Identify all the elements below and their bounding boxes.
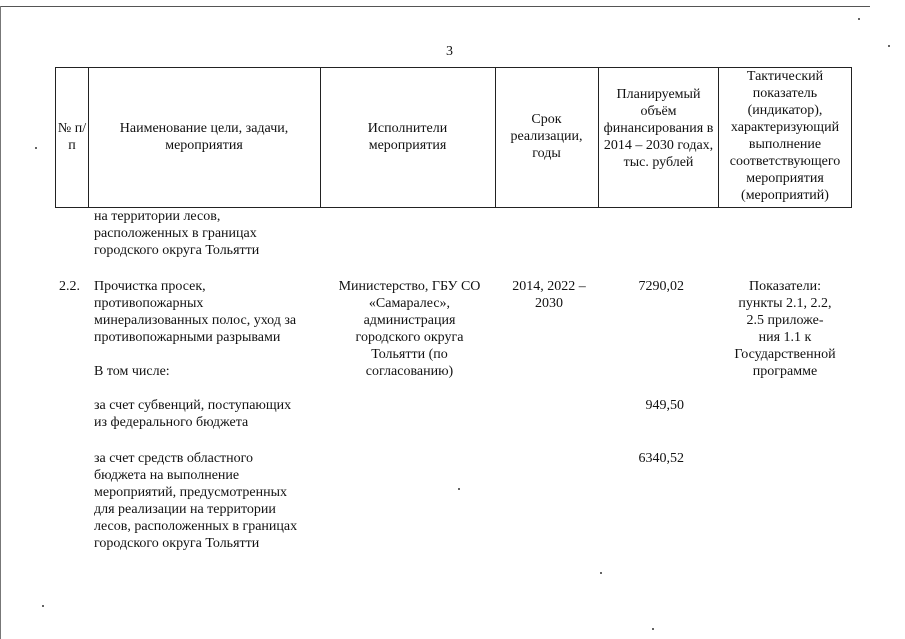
header-divider-3 <box>495 67 496 208</box>
continuation-line: городского округа Тольятти <box>94 243 260 258</box>
row-indicator-line: программе <box>752 364 818 379</box>
row-number: 2.2. <box>59 279 80 294</box>
row-name-line: противопожарных <box>94 296 204 311</box>
page-number: 3 <box>446 44 453 59</box>
header-divider-1 <box>88 67 89 208</box>
header-financing: Планируемый объём финансирования в 2014 – 2030 годах, тыс. рублей <box>603 87 714 170</box>
page-edge-top <box>0 6 870 7</box>
scan-speck <box>458 488 460 490</box>
sub2-amount: 6340,52 <box>638 451 684 466</box>
row-term-line: 2030 <box>535 296 563 311</box>
header-divider-4 <box>598 67 599 208</box>
scan-speck <box>858 18 860 20</box>
row-executor-line: Министерство, ГБУ СО <box>338 279 481 294</box>
row-indicator-line: 2.5 приложе- <box>746 313 824 328</box>
row-name-line: минерализованных полос, уход за <box>94 313 297 328</box>
continuation-line: на территории лесов, <box>94 209 221 224</box>
row-executor-line: городского округа <box>355 330 464 345</box>
sub2-line: бюджета на выполнение <box>94 468 240 483</box>
header-border-right <box>851 67 852 208</box>
header-term: Срок реализации, годы <box>510 112 583 161</box>
row-indicator-line: Показатели: <box>749 279 821 294</box>
scan-speck <box>35 147 37 149</box>
row-executor-line: Тольятти (по <box>371 347 448 362</box>
continuation-line: расположенных в границах <box>94 226 257 241</box>
row-indicator-line: Государственной <box>734 347 836 362</box>
header-divider-2 <box>320 67 321 208</box>
row-term-line: 2014, 2022 – <box>512 279 586 294</box>
page-edge-left <box>0 6 1 639</box>
scan-speck <box>42 605 44 607</box>
sub1-line: из федерального бюджета <box>94 415 249 430</box>
scan-speck <box>600 572 602 574</box>
scan-speck <box>888 45 890 47</box>
row-name-line: Прочистка просек, <box>94 279 206 294</box>
header-divider-5 <box>718 67 719 208</box>
row-executor-line: администрация <box>363 313 456 328</box>
row-executor-line: «Самаралес», <box>368 296 451 311</box>
row-financing: 7290,02 <box>638 279 684 294</box>
header-name: Наименование цели, задачи, мероприятия <box>119 121 289 153</box>
row-executor-line: согласованию) <box>365 364 454 379</box>
sub1-amount: 949,50 <box>645 398 684 413</box>
row-name-line: противопожарными разрывами <box>94 330 281 345</box>
sub2-line: для реализации на территории <box>94 502 276 517</box>
header-executors: Исполнители мероприятия <box>367 121 448 153</box>
sub2-line: мероприятий, предусмотренных <box>94 485 288 500</box>
header-num: № п/п <box>57 121 87 153</box>
in-total-label: В том числе: <box>94 364 170 379</box>
sub2-line: за счет средств областного <box>94 451 254 466</box>
sub2-line: лесов, расположенных в границах <box>94 519 298 534</box>
header-indicator: Тактический показатель (индикатор), характеризующий выполнение соответствующего мероприятия (мероприятий) <box>729 69 841 203</box>
sub2-line: городского округа Тольятти <box>94 536 260 551</box>
row-indicator-line: ния 1.1 к <box>758 330 812 345</box>
row-indicator-line: пункты 2.1, 2.2, <box>738 296 832 311</box>
scan-speck <box>652 628 654 630</box>
sub1-line: за счет субвенций, поступающих <box>94 398 292 413</box>
